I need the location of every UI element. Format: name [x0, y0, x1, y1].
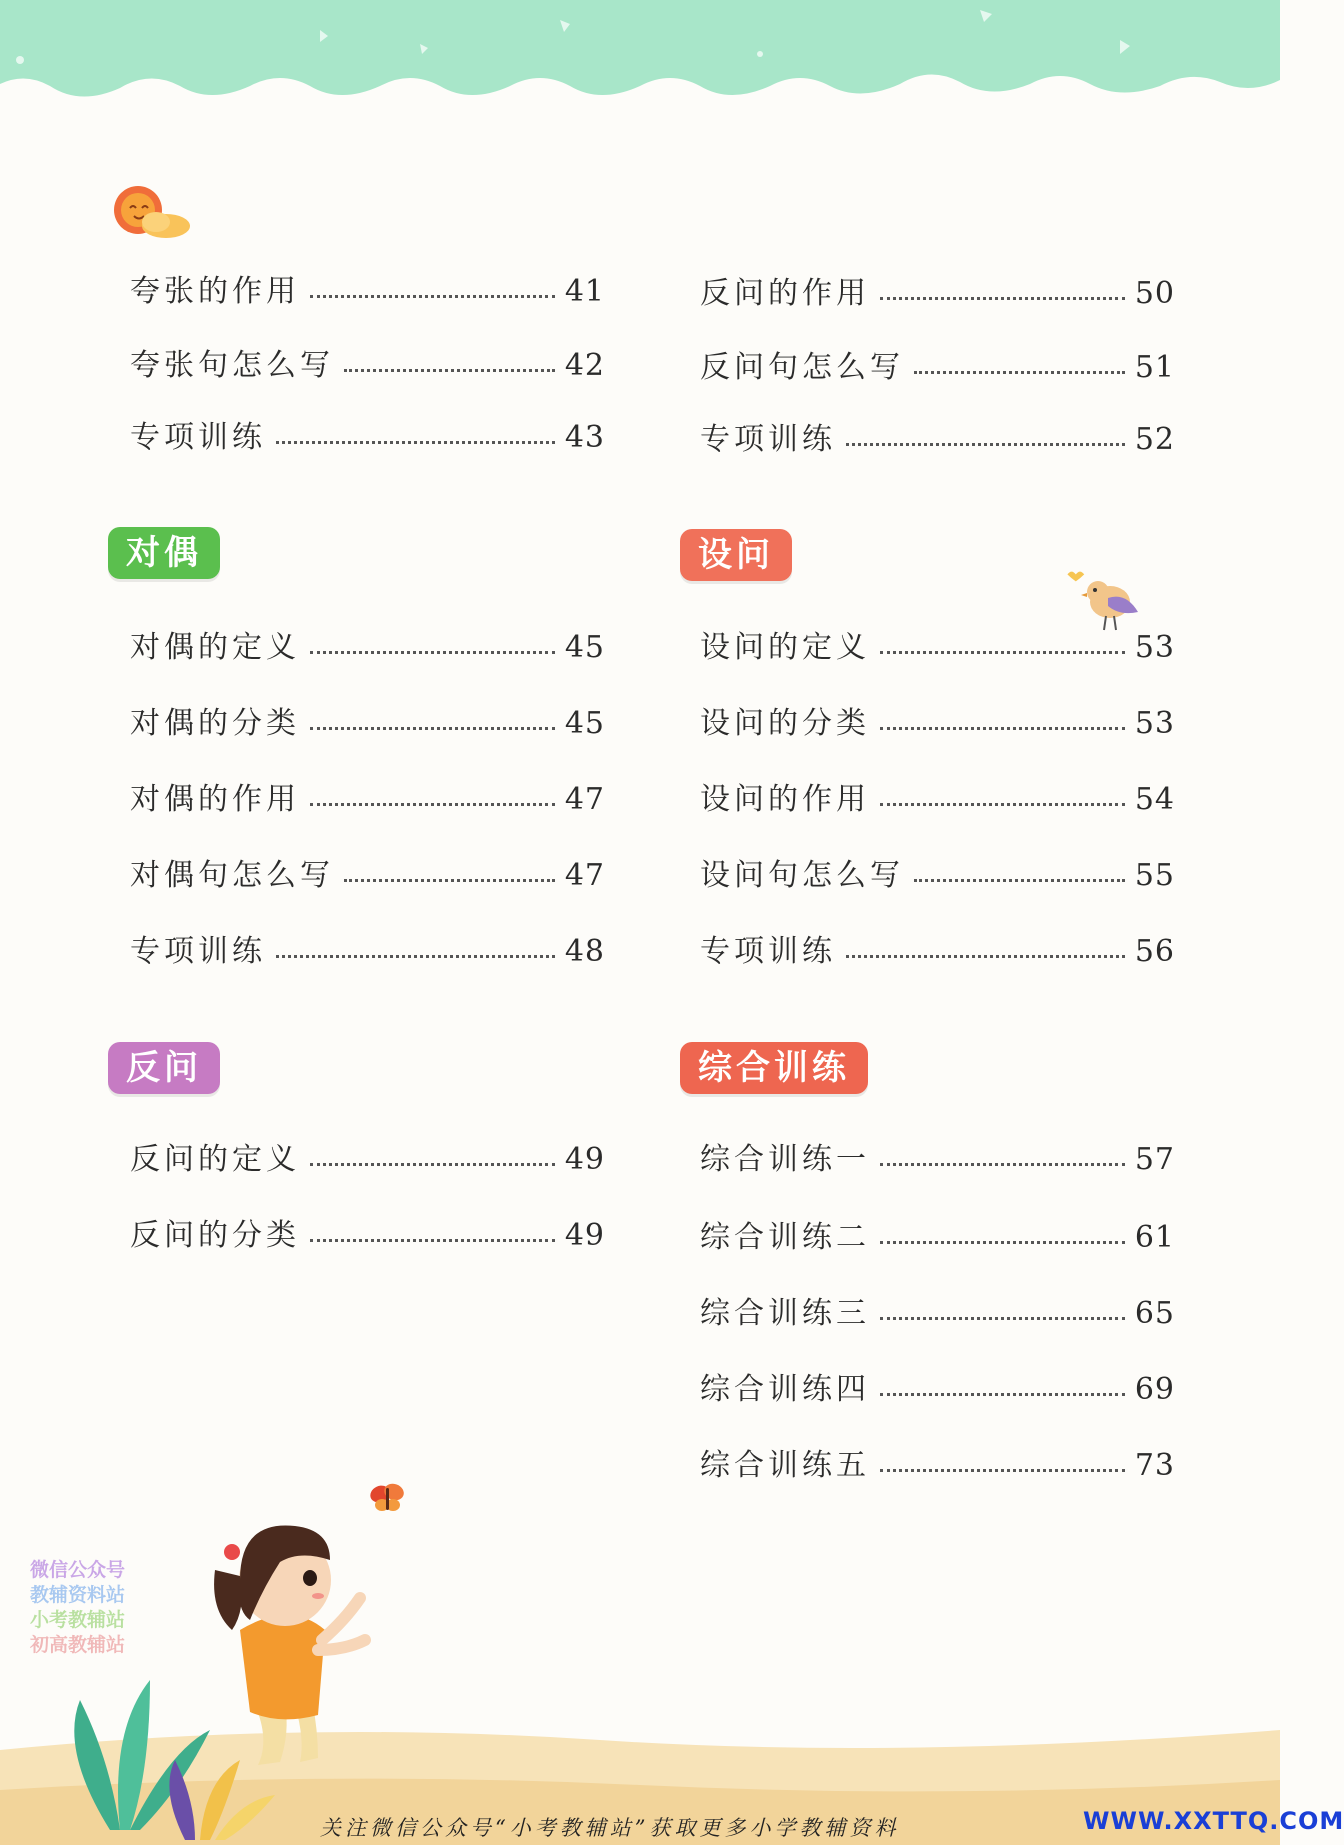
toc-entry-title: 反问句怎么写	[700, 350, 904, 385]
toc-entry-title: 反问的定义	[130, 1142, 300, 1177]
toc-entry-title: 对偶的分类	[130, 706, 300, 741]
toc-entry[interactable]	[700, 854, 1175, 898]
dot-leader	[880, 1317, 1125, 1320]
toc-entry-page: 42	[564, 348, 605, 383]
dot-leader	[310, 727, 555, 730]
toc-entry-title: 设问的定义	[700, 630, 870, 665]
toc-entry[interactable]	[700, 418, 1175, 462]
toc-entry-page: 47	[564, 782, 605, 817]
toc-entry-page: 73	[1134, 1448, 1175, 1483]
watermark-line: 微信公众号	[30, 1559, 126, 1581]
toc-entry-title: 专项训练	[130, 420, 266, 455]
watermark-stamp	[30, 1558, 150, 1658]
toc-entry-title: 综合训练一	[700, 1142, 870, 1177]
toc-entry-page: 65	[1134, 1296, 1175, 1331]
toc-entry[interactable]	[700, 1138, 1175, 1182]
dot-leader	[880, 1469, 1125, 1472]
toc-entry-page: 55	[1134, 858, 1175, 893]
toc-entry-title: 专项训练	[700, 934, 836, 969]
toc-entry-page: 41	[564, 274, 605, 309]
toc-entry-title: 专项训练	[130, 934, 266, 969]
toc-entry[interactable]	[700, 346, 1175, 390]
toc-entry-page: 51	[1134, 350, 1175, 385]
toc-entry[interactable]	[700, 1292, 1175, 1336]
toc-entry[interactable]	[700, 1368, 1175, 1412]
dot-leader	[344, 369, 555, 372]
dot-leader	[276, 955, 555, 958]
dot-leader	[880, 1163, 1125, 1166]
toc-entry-page: 53	[1134, 630, 1175, 665]
toc-entry-title: 综合训练五	[700, 1448, 870, 1483]
dot-leader	[846, 955, 1125, 958]
dot-leader	[310, 803, 555, 806]
toc-entry[interactable]	[700, 272, 1175, 316]
toc-entry-title: 设问的分类	[700, 706, 870, 741]
dot-leader	[310, 1163, 555, 1166]
toc-entry-page: 57	[1134, 1142, 1175, 1177]
section-badge-zonghe: 综合训练	[680, 1042, 868, 1094]
toc-entry-title: 设问句怎么写	[700, 858, 904, 893]
dot-leader	[880, 297, 1125, 300]
toc-entry-page: 47	[564, 858, 605, 893]
toc-entry[interactable]	[700, 778, 1175, 822]
watermark-line: 小考教辅站	[30, 1609, 126, 1631]
toc-entry-page: 50	[1134, 276, 1175, 311]
toc-entry[interactable]	[700, 1444, 1175, 1488]
toc-entry[interactable]	[700, 930, 1175, 974]
dot-leader	[914, 371, 1125, 374]
toc-entry-title: 综合训练四	[700, 1372, 870, 1407]
toc-entry-title: 对偶的定义	[130, 630, 300, 665]
bottom-illustration	[0, 1500, 1280, 1845]
section-badge-fanwen: 反问	[108, 1042, 220, 1094]
toc-entry[interactable]	[130, 1138, 605, 1182]
toc-entry-page: 48	[564, 934, 605, 969]
dot-leader	[914, 879, 1125, 882]
dot-leader	[276, 441, 555, 444]
toc-entry-page: 54	[1134, 782, 1175, 817]
toc-entry-page: 49	[564, 1142, 605, 1177]
toc-entry[interactable]	[130, 270, 605, 314]
toc-entry-title: 反问的作用	[700, 276, 870, 311]
toc-entry-page: 49	[564, 1218, 605, 1253]
toc-entry[interactable]	[130, 1214, 605, 1258]
footer-site-link[interactable]: WWW.XXTTQ.COM	[1083, 1807, 1344, 1835]
dot-leader	[880, 1393, 1125, 1396]
dot-leader	[846, 443, 1125, 446]
toc-entry[interactable]	[130, 778, 605, 822]
watermark-line: 教辅资料站	[30, 1584, 126, 1606]
toc-entry[interactable]	[130, 930, 605, 974]
toc-entry-page: 45	[564, 630, 605, 665]
toc-entry-title: 对偶的作用	[130, 782, 300, 817]
toc-entry[interactable]	[130, 344, 605, 388]
toc-entry-title: 综合训练二	[700, 1220, 870, 1255]
toc-entry[interactable]	[130, 626, 605, 670]
toc-entry[interactable]	[700, 702, 1175, 746]
toc-entry[interactable]	[130, 416, 605, 460]
toc-entry-title: 夸张句怎么写	[130, 348, 334, 383]
toc-entry-title: 对偶句怎么写	[130, 858, 334, 893]
dot-leader	[880, 803, 1125, 806]
toc-entry-page: 52	[1134, 422, 1175, 457]
dot-leader	[310, 1239, 555, 1242]
toc-entry-page: 53	[1134, 706, 1175, 741]
dot-leader	[880, 1241, 1125, 1244]
section-badge-duiou: 对偶	[108, 527, 220, 579]
toc-entry-title: 反问的分类	[130, 1218, 300, 1253]
watermark-line: 初高教辅站	[30, 1634, 126, 1656]
dot-leader	[880, 651, 1125, 654]
dot-leader	[880, 727, 1125, 730]
toc-entry-page: 45	[564, 706, 605, 741]
toc-entry-title: 综合训练三	[700, 1296, 870, 1331]
dot-leader	[310, 651, 555, 654]
section-badge-shewen: 设问	[680, 529, 792, 581]
toc-entry[interactable]	[130, 854, 605, 898]
toc-entry-title: 专项训练	[700, 422, 836, 457]
toc-entry-title: 夸张的作用	[130, 274, 300, 309]
footer-note: 关注微信公众号“小考教辅站”获取更多小学教辅资料	[320, 1816, 900, 1840]
toc-entry-page: 43	[564, 420, 605, 455]
toc-entry[interactable]	[130, 702, 605, 746]
toc-entry-page: 61	[1134, 1220, 1175, 1255]
toc-entry[interactable]	[700, 1216, 1175, 1260]
girl-illustration	[214, 1525, 365, 1765]
toc-entry-title: 设问的作用	[700, 782, 870, 817]
toc-entry[interactable]	[700, 626, 1175, 670]
toc-entry-page: 69	[1134, 1372, 1175, 1407]
dot-leader	[344, 879, 555, 882]
dot-leader	[310, 295, 555, 298]
toc-entry-page: 56	[1134, 934, 1175, 969]
